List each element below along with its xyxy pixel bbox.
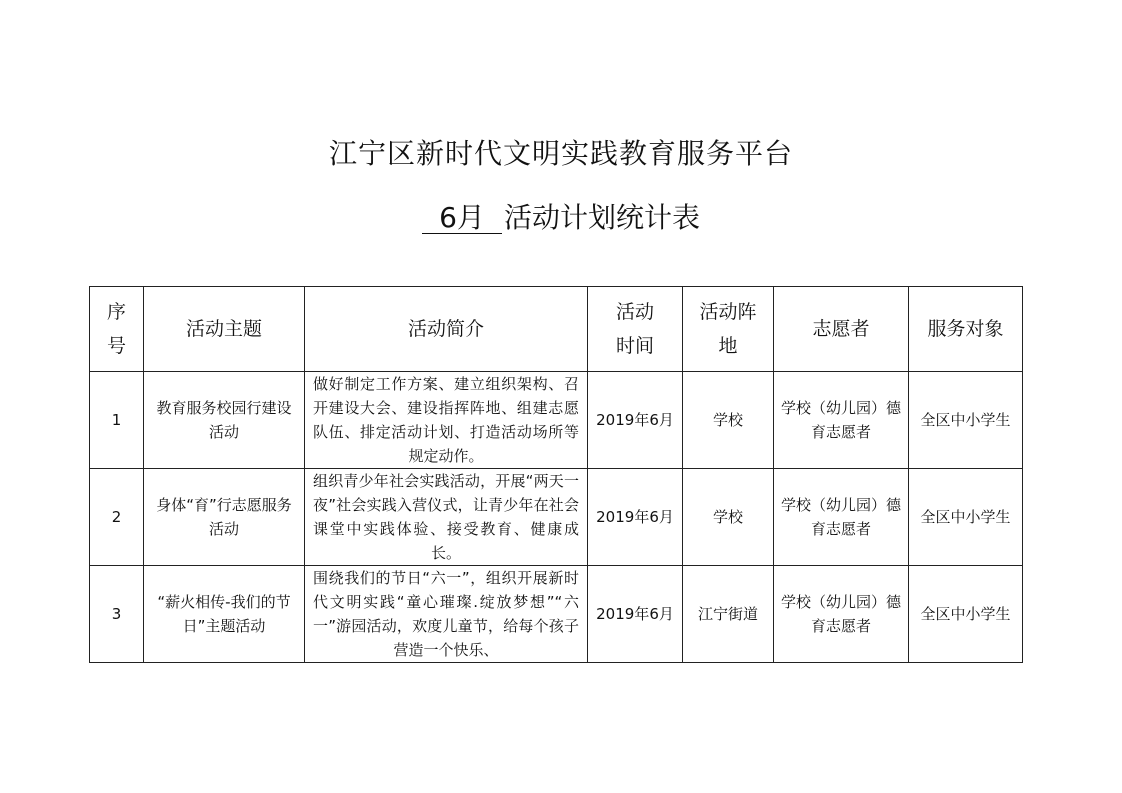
document-subtitle <box>0 196 1122 236</box>
row-target: 全区中小学生 <box>909 469 1023 566</box>
row-index: 3 <box>90 566 144 663</box>
header-venue: 活动阵地 <box>683 287 774 372</box>
row-volunteer: 学校（幼儿园）德育志愿者 <box>774 469 909 566</box>
row-venue: 学校 <box>683 469 774 566</box>
row-target: 全区中小学生 <box>909 566 1023 663</box>
row-volunteer: 学校（幼儿园）德育志愿者 <box>774 372 909 469</box>
row-time: 2019年6月 <box>588 469 683 566</box>
row-index: 2 <box>90 469 144 566</box>
header-intro: 活动简介 <box>305 287 588 372</box>
row-theme: “薪火相传-我们的节日”主题活动 <box>144 566 305 663</box>
table-row <box>90 469 1023 566</box>
row-intro: 做好制定工作方案、建立组织架构、召开建设大会、建设指挥阵地、组建志愿队伍、排定活动计划、打造活动场所等规定动作。 <box>305 372 588 469</box>
row-venue: 学校 <box>683 372 774 469</box>
header-volunteer: 志愿者 <box>774 287 909 372</box>
row-intro: 围绕我们的节日“六一”，组织开展新时代文明实践“童心璀璨.绽放梦想”“六一”游园活动，欢度儿童节，给每个孩子营造一个快乐、 <box>305 566 588 663</box>
table-header-row <box>90 287 1023 372</box>
subtitle-text: 活动计划统计表 <box>503 201 700 234</box>
header-target: 服务对象 <box>909 287 1023 372</box>
header-theme: 活动主题 <box>144 287 305 372</box>
row-theme: 教育服务校园行建设活动 <box>144 372 305 469</box>
row-time: 2019年6月 <box>588 566 683 663</box>
table-row <box>90 372 1023 469</box>
row-target: 全区中小学生 <box>909 372 1023 469</box>
row-intro: 组织青少年社会实践活动，开展“两天一夜”社会实践入营仪式，让青少年在社会课堂中实践体验、接受教育、健康成长。 <box>305 469 588 566</box>
row-volunteer: 学校（幼儿园）德育志愿者 <box>774 566 909 663</box>
activity-plan-table <box>89 286 1023 663</box>
row-time: 2019年6月 <box>588 372 683 469</box>
row-venue: 江宁街道 <box>683 566 774 663</box>
document-title: 江宁区新时代文明实践教育服务平台 <box>328 137 793 170</box>
row-index: 1 <box>90 372 144 469</box>
table-row <box>90 566 1023 663</box>
header-time: 活动时间 <box>588 287 683 372</box>
row-theme: 身体“育”行志愿服务活动 <box>144 469 305 566</box>
month-field: 6月 <box>422 203 502 234</box>
header-index: 序号 <box>90 287 144 372</box>
